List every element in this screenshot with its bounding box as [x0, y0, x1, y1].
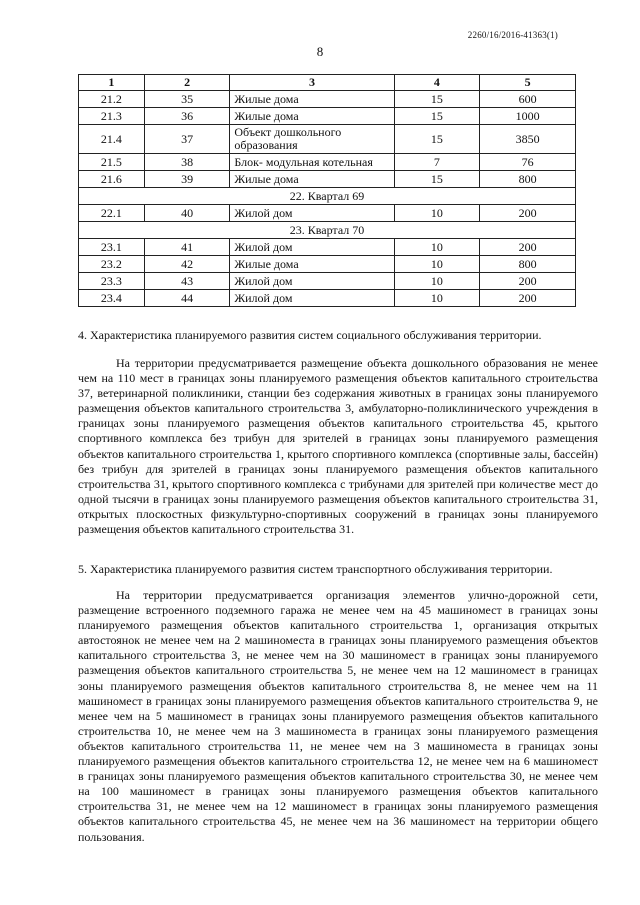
table-cell: Жилой дом: [230, 239, 394, 256]
table-cell: Объект дошкольного образования: [230, 125, 394, 154]
section-4-paragraph: На территории предусматривается размещение объекта дошкольного образования не менее чем на 110 мест в границах зоны планируемого размещения объектов капитального строительства 37, ветеринарной поликлиники, станции без содержания животных в границах зоны планируемого размещения объектов капитального строительства 3, амбулаторно-поликлинического учреждения в границах зоны планируемого размещения объектов капитального строительства 45, крытого спортивного комплекса без трибун для зрителей в границах зоны планируемого размещения объектов капитального строительства 1, крытого спортивного комплекса (спортивные залы, бассейн) без трибун для зрителей в границах зоны планируемого размещения объектов капитального строительства 31, крытого спортивного комплекса с трибунами для зрителей при количестве мест до одной тысячи в границах зоны планируемого размещения объектов капитального строительства 31, открытых плоскостных физкультурно-спортивных сооружений в границах зоны планируемого размещения объектов капитального строительства 31.: [78, 356, 598, 537]
table-cell: 35: [144, 91, 230, 108]
table-cell: Жилой дом: [230, 273, 394, 290]
table-cell: 200: [480, 290, 576, 307]
table-cell: 10: [394, 205, 480, 222]
table-cell: 41: [144, 239, 230, 256]
table-cell: 36: [144, 108, 230, 125]
table-cell: 21.5: [79, 154, 145, 171]
table-header-cell: 3: [230, 75, 394, 91]
table-cell: Жилой дом: [230, 290, 394, 307]
table-cell: 800: [480, 256, 576, 273]
table-row: [79, 290, 576, 307]
table-cell: 10: [394, 290, 480, 307]
table-cell: Блок- модульная котельная: [230, 154, 394, 171]
table-header-cell: 1: [79, 75, 145, 91]
table-cell: Жилые дома: [230, 256, 394, 273]
table-cell: 600: [480, 91, 576, 108]
table-cell: Жилые дома: [230, 108, 394, 125]
document-number: 2260/16/2016-41363(1): [467, 30, 558, 40]
table-cell: 39: [144, 171, 230, 188]
table-row: [79, 125, 576, 154]
table-row: [79, 273, 576, 290]
table-cell: 10: [394, 256, 480, 273]
table-cell: 21.2: [79, 91, 145, 108]
table-cell: 200: [480, 273, 576, 290]
table-row: [79, 239, 576, 256]
table-cell: 22.1: [79, 205, 145, 222]
table-cell: 200: [480, 205, 576, 222]
section-4-heading: 4. Характеристика планируемого развития систем социального обслуживания территории.: [78, 328, 542, 342]
table-section-row: [79, 188, 576, 205]
table-row: [79, 154, 576, 171]
objects-table-body: [79, 75, 576, 307]
table-row: [79, 205, 576, 222]
section-5-heading: 5. Характеристика планируемого развития систем транспортного обслуживания территории.: [78, 562, 553, 576]
table-cell: Жилой дом: [230, 205, 394, 222]
table-section-label: 23. Квартал 70: [79, 222, 576, 239]
table-cell: 23.4: [79, 290, 145, 307]
table-cell: 23.1: [79, 239, 145, 256]
table-cell: 38: [144, 154, 230, 171]
table-cell: 10: [394, 239, 480, 256]
table-row: [79, 256, 576, 273]
table-header-cell: 5: [480, 75, 576, 91]
table-cell: 200: [480, 239, 576, 256]
table-row: [79, 108, 576, 125]
table-cell: 42: [144, 256, 230, 273]
table-cell: 15: [394, 125, 480, 154]
table-header-row: [79, 75, 576, 91]
objects-table: [78, 74, 576, 307]
table-cell: Жилые дома: [230, 171, 394, 188]
table-cell: 37: [144, 125, 230, 154]
table-cell: 7: [394, 154, 480, 171]
page-number: 8: [316, 44, 324, 59]
table-cell: 43: [144, 273, 230, 290]
table-cell: 21.6: [79, 171, 145, 188]
table-cell: 21.3: [79, 108, 145, 125]
table-section-row: [79, 222, 576, 239]
section-5-paragraph: На территории предусматривается организация элементов улично-дорожной сети, размещение встроенного подземного гаража не менее чем на 45 машиномест в границах зоны планируемого размещения объектов капитального строительства 1, организация открытых автостоянок не менее чем на 2 машиноместа в границах зоны планируемого размещения объектов капитального строительства 3, не менее чем на 30 машиномест в границах зоны планируемого размещения объектов капитального строительства 5, не менее чем на 12 машиномест в границах зоны планируемого размещения объектов капитального строительства 8, не менее чем на 11 машиномест в границах зоны планируемого размещения объектов капитального строительства 9, не менее чем на 5 машиномест в границах зоны планируемого размещения объектов капитального строительства 10, не менее чем на 3 машиноместа в границах зоны планируемого размещения объектов капитального строительства 11, не менее чем на 3 машиноместа в границах зоны планируемого размещения объектов капитального строительства 12, не менее чем на 6 машиномест в границах зоны планируемого размещения объектов капитального строительства 30, не менее чем на 100 машиномест в границах зоны планируемого размещения объектов капитального строительства 31, не менее чем на 12 машиномест в границах зоны планируемого размещения объектов капитального строительства 45, не менее чем на 36 машиномест на территории общего пользования.: [78, 588, 598, 844]
table-cell: 40: [144, 205, 230, 222]
table-row: [79, 171, 576, 188]
table-cell: 3850: [480, 125, 576, 154]
table-cell: 23.2: [79, 256, 145, 273]
table-cell: Жилые дома: [230, 91, 394, 108]
table-cell: 800: [480, 171, 576, 188]
table-cell: 10: [394, 273, 480, 290]
table-header-cell: 2: [144, 75, 230, 91]
table-cell: 76: [480, 154, 576, 171]
table-cell: 23.3: [79, 273, 145, 290]
table-cell: 21.4: [79, 125, 145, 154]
table-cell: 1000: [480, 108, 576, 125]
table-cell: 15: [394, 171, 480, 188]
table-cell: 15: [394, 108, 480, 125]
table-cell: 44: [144, 290, 230, 307]
table-header-cell: 4: [394, 75, 480, 91]
table-section-label: 22. Квартал 69: [79, 188, 576, 205]
table-row: [79, 91, 576, 108]
table-cell: 15: [394, 91, 480, 108]
